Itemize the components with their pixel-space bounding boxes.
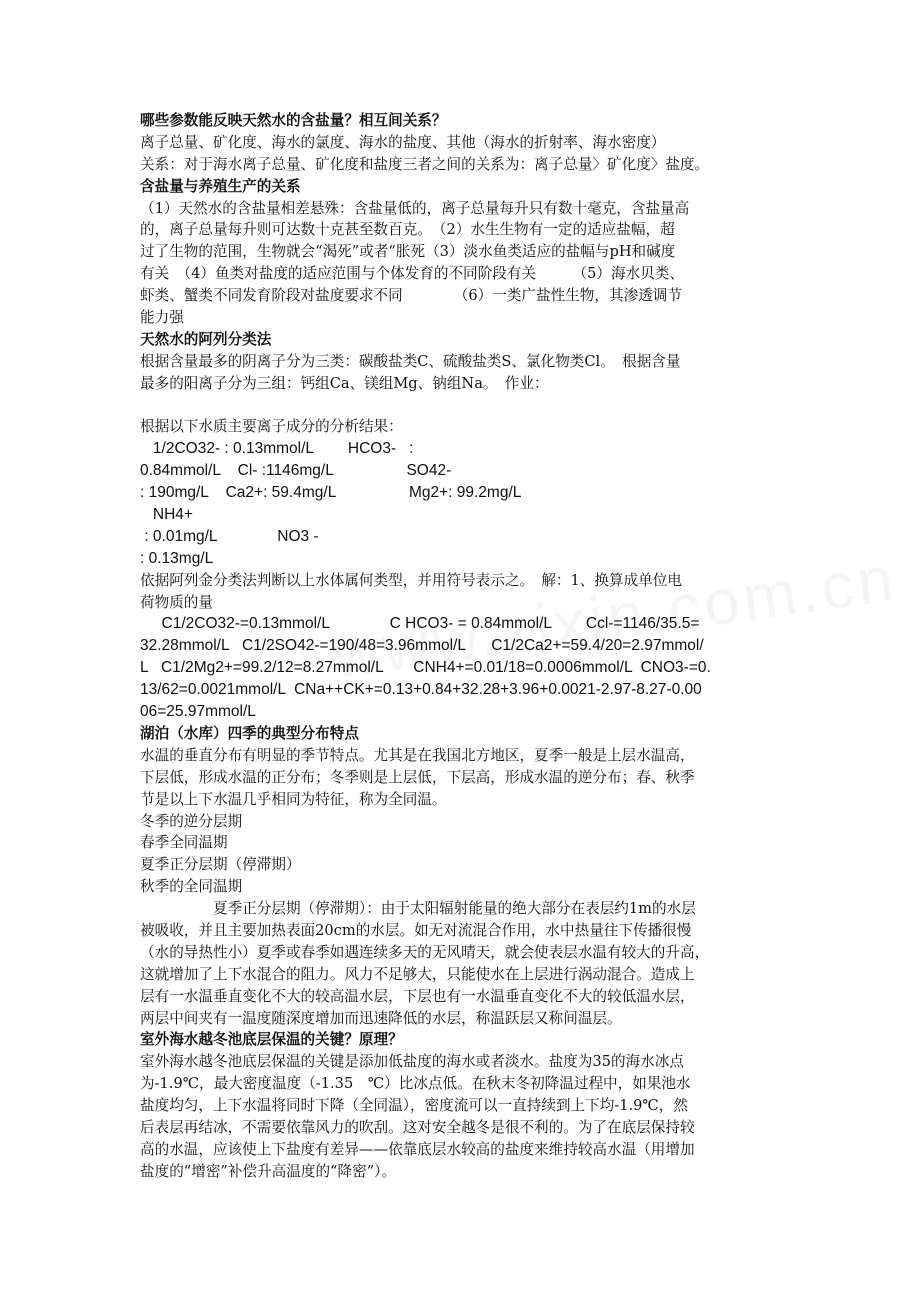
paragraph-line: 水温的垂直分布有明显的季节特点。尤其是在我国北方地区，夏季一般是上层水温高， — [140, 746, 695, 764]
heading-overwintering-pond: 室外海水越冬池底层保温的关键？原理？ — [140, 1031, 403, 1049]
blank-line — [140, 395, 790, 417]
heading-salinity-params: 哪些参数能反映天然水的含盐量？相互间关系？ — [140, 112, 447, 129]
paragraph-line: 关系：对于海水离子总量、矿化度和盐度三者之间的关系为：离子总量〉矿化度〉盐度。 — [140, 155, 710, 173]
paragraph-line: 夏季正分层期（停滞期）：由于太阳辐射能量的绝大部分在表层约1m的水层 — [140, 900, 696, 918]
paragraph-line: 根据以下水质主要离子成分的分析结果： — [140, 418, 403, 436]
calculation-line: 06=25.97mmol/L — [140, 703, 256, 721]
paragraph-line: 离子总量、矿化度、海水的氯度、海水的盐度、其他（海水的折射率、海水密度） — [140, 133, 666, 151]
paragraph-line: 冬季的逆分层期 — [140, 812, 243, 830]
calculation-line: 13/62=0.0021mmol/L CNa++CK+=0.13+0.84+32.28+3.96+0.0021-2.97-8.27-0.00 — [140, 681, 702, 699]
paragraph-line: 节是以上下水温几乎相同为特征，称为全同温。 — [140, 790, 447, 808]
paragraph-line: （水的导热性小）夏季或春季如遇连续多天的无风晴天，就会使表层水温有较大的升高， — [140, 943, 710, 961]
paragraph-line: 盐度均匀，上下水温将同时下降（全同温），密度流可以一直持续到上下均-1.9℃，然 — [140, 1097, 688, 1115]
paragraph-line: 秋季的全同温期 — [140, 878, 243, 896]
paragraph-line: 被吸收，并且主要加热表面20cm的水层。如无对流混合作用，水中热量往下传播很慢 — [140, 921, 692, 939]
paragraph-line: 这就增加了上下水混合的阻力。风力不足够大，只能使水在上层进行涡动混合。造成上 — [140, 965, 695, 983]
paragraph-line: 夏季正分层期（停滞期） — [140, 856, 301, 874]
paragraph-line: 下层低，形成水温的正分布；冬季则是上层低，下层高，形成水温的逆分布；春、秋季 — [140, 768, 695, 786]
paragraph-line: 盐度的“增密”补偿升高温度的“降密”）。 — [140, 1162, 397, 1180]
paragraph-line: 后表层再结冰，不需要依靠风力的吹刮。这对安全越冬是很不利的。为了在底层保持较 — [140, 1118, 695, 1136]
heading-salinity-aquaculture: 含盐量与养殖生产的关系 — [140, 177, 301, 195]
document-page — [140, 110, 790, 1183]
paragraph-line: 能力强 — [140, 309, 184, 327]
calculation-line: C1/2CO32-=0.13mmol/L C HCO3- = 0.84mmol/L Ccl-=1146/35.5= — [140, 615, 700, 633]
paragraph-line: 春季全同温期 — [140, 834, 228, 852]
paragraph-line: 高的水温，应该使上下盐度有差异——依靠底层水较高的盐度来维持较高水温（用增加 — [140, 1140, 695, 1158]
paragraph-line: 根据含量最多的阴离子分为三类：碳酸盐类C、硫酸盐类S、氯化物类Cl。 根据含量 — [140, 352, 681, 370]
paragraph-line: 两层中间夹有一温度随深度增加而迅速降低的水层，称温跃层又称间温层。 — [140, 1009, 622, 1027]
paragraph-line: 层有一水温垂直变化不大的较高温水层，下层也有一水温垂直变化不大的较低温水层， — [140, 987, 695, 1005]
paragraph-line: 荷物质的量 — [140, 593, 213, 611]
paragraph-line: 为-1.9℃，最大密度温度（-1.35 ℃）比冰点低。在秋末冬初降温过程中，如果池水 — [140, 1075, 691, 1093]
ion-data-line: : 0.13mg/L — [140, 549, 214, 567]
paragraph-line: 过了生物的范围，生物就会“渴死”或者“胀死（3）淡水鱼类适应的盐幅与pH和碱度 — [140, 243, 676, 261]
calculation-line: 32.28mmol/L C1/2SO42-=190/48=3.96mmol/L C1/2Ca2+=59.4/20=2.97mmol/ — [140, 637, 704, 655]
ion-data-line: : 190mg/L Ca2+: 59.4mg/L Mg2+: 99.2mg/L — [140, 484, 522, 502]
paragraph-line: 有关 （4）鱼类对盐度的适应范围与个体发育的不同阶段有关 （5）海水贝类、 — [140, 265, 684, 283]
ion-data-line: NH4+ — [140, 506, 193, 524]
paragraph-line: 的，离子总量每升则可达数十克甚至数百克。 （2）水生生物有一定的适应盐幅，超 — [140, 221, 675, 239]
paragraph-line: （1）天然水的含盐量相差悬殊：含盐量低的，离子总量每升只有数十毫克，含盐量高 — [140, 199, 690, 217]
ion-data-line: 0.84mmol/L Cl- :1146mg/L SO42- — [140, 462, 452, 480]
ion-data-line: : 0.01mg/L NO3 - — [140, 527, 319, 545]
paragraph-line: 虾类、蟹类不同发育阶段对盐度要求不同 （6）一类广盐性生物，其渗透调节 — [140, 287, 682, 305]
heading-alekin-classification: 天然水的阿列分类法 — [140, 330, 272, 348]
paragraph-line: 最多的阳离子分为三组：钙组Ca、镁组Mg、钠组Na。 作业： — [140, 374, 549, 392]
paragraph-line: 室外海水越冬池底层保温的关键是添加低盐度的海水或者淡水。盐度为35的海水冰点 — [140, 1053, 684, 1071]
calculation-line: L C1/2Mg2+=99.2/12=8.27mmol/L CNH4+=0.01/18=0.0006mmol/L CNO3-=0. — [140, 659, 711, 677]
heading-lake-seasonal-distribution: 湖泊（水库）四季的典型分布特点 — [140, 724, 359, 742]
ion-data-line: 1/2CO32- : 0.13mmol/L HCO3- : — [140, 440, 414, 458]
paragraph-line: 依据阿列金分类法判断以上水体属何类型，并用符号表示之。 解：1、换算成单位电 — [140, 571, 682, 589]
